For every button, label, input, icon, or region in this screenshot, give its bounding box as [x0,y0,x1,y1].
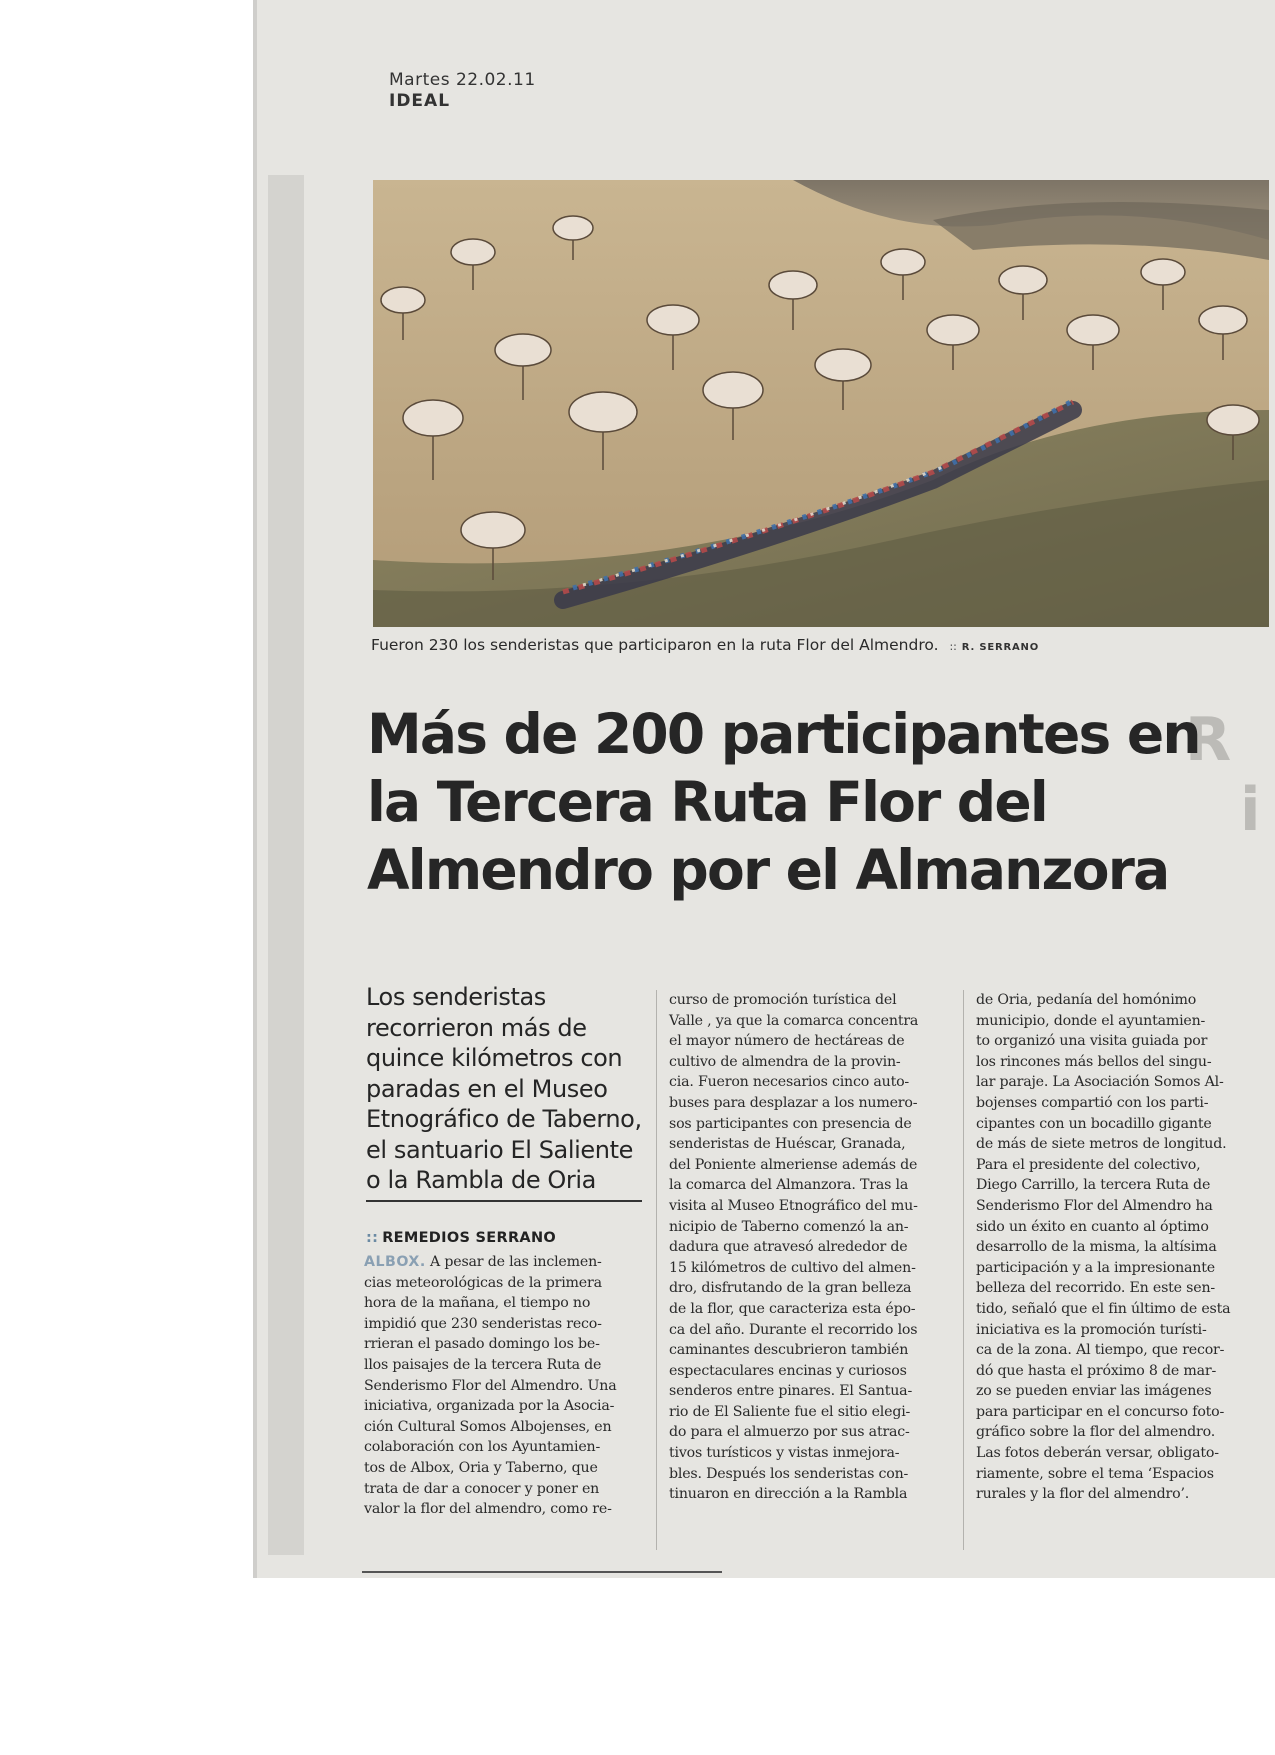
bleed-through-mark: R [1185,705,1232,775]
issue-date: Martes 22.02.11 [389,70,536,90]
bottom-rule [362,1571,722,1573]
newspaper-name: IDEAL [389,91,451,111]
byline [366,1230,556,1246]
byline-author: REMEDIOS SERRANO [382,1230,557,1246]
photo-caption [371,636,1271,654]
column-divider [656,990,657,1550]
credit-mark: :: [949,640,957,653]
headline: Más de 200 participantes en la Tercera Ruta Flor del Almendro por el Almanzora [367,702,1200,902]
subheadline: Los senderistas recorrieron más de quince kilómetros con paradas en el Museo Etnográfico de Taberno, el santuario El Saliente o la Rambla de Oria [366,983,642,1194]
bleed-through-column [268,175,304,1555]
dateline: ALBOX. [364,1254,426,1270]
body-column-1-text: A pesar de las inclemen- cias meteorológicas de la primera hora de la mañana, el tiempo no impidió que 230 senderistas reco- rrieran el pasado domingo los be- llos paisajes de la tercera Ruta de Senderismo Flor del Almendro. Una iniciativa, organizada por la Asocia- ción Cultural Somos Albojenses, en colaboración con los Ayuntamien- tos de Albox, Oria y Taberno, que trata de dar a conocer y poner en valor la flor del almendro, como re- [364,1254,617,1518]
bleed-through-mark: i [1240,775,1261,845]
caption-text: Fueron 230 los senderistas que participaron en la ruta Flor del Almendro. [371,636,939,654]
page-header [389,70,536,111]
column-divider [963,990,964,1550]
deck-divider [366,1200,642,1202]
byline-mark: :: [366,1230,379,1246]
body-column-3: de Oria, pedanía del homónimo municipio, donde el ayuntamien- to organizó una visita guiada por los rincones más bellos del singu- lar paraje. La Asociación Somos Al- bojenses compartió con los parti- cipantes con un bocadillo gigante de más de siete metros de longitud. Para el presidente del colectivo, Diego Carrillo, la tercera Ruta de Senderismo Flor del Almendro ha sido un éxito en cuanto al óptimo desarrollo de la misma, la altísima participación y a la impresionante belleza del recorrido. En este sen- tido, señaló que el fin último de esta iniciativa es la promoción turísti- ca de la zona. Al tiempo, que recor- dó que hasta el próximo 8 de mar- zo se pueden enviar las imágenes para participar en el concurso foto- gráfico sobre la flor del almendro. Las fotos deberán versar, obligato- riamente, sobre el tema ‘Espacios rurales y la flor del almendro’. [976,992,1231,1503]
photo-credit: R. SERRANO [961,642,1040,653]
almond-orchard-hikers-photo [373,180,1269,627]
clipping-edge [253,0,257,1578]
body-column-2: curso de promoción turística del Valle , ya que la comarca concentra el mayor número de hectáreas de cultivo de almendra de la provin- cia. Fueron necesarios cinco auto- buses para desplazar a los numero- sos participantes con presencia de senderistas de Huéscar, Granada, del Poniente almeriense además de la comarca del Almanzora. Tras la visita al Museo Etnográfico del mu- nicipio de Taberno comenzó la an- dadura que atravesó alrededor de 15 kilómetros de cultivo del almen- dro, disfrutando de la gran belleza de la flor, que caracteriza esta épo- ca del año. Durante el recorrido los caminantes descubrieron también espectaculares encinas y curiosos senderos entre pinares. El Santua- rio de El Saliente fue el sitio elegi- do para el almuerzo por sus atrac- tivos turísticos y vistas inmejora- bles. Después los senderistas con- tinuaron en dirección a la Rambla [669,992,919,1503]
body-column-1 [364,1252,649,1520]
